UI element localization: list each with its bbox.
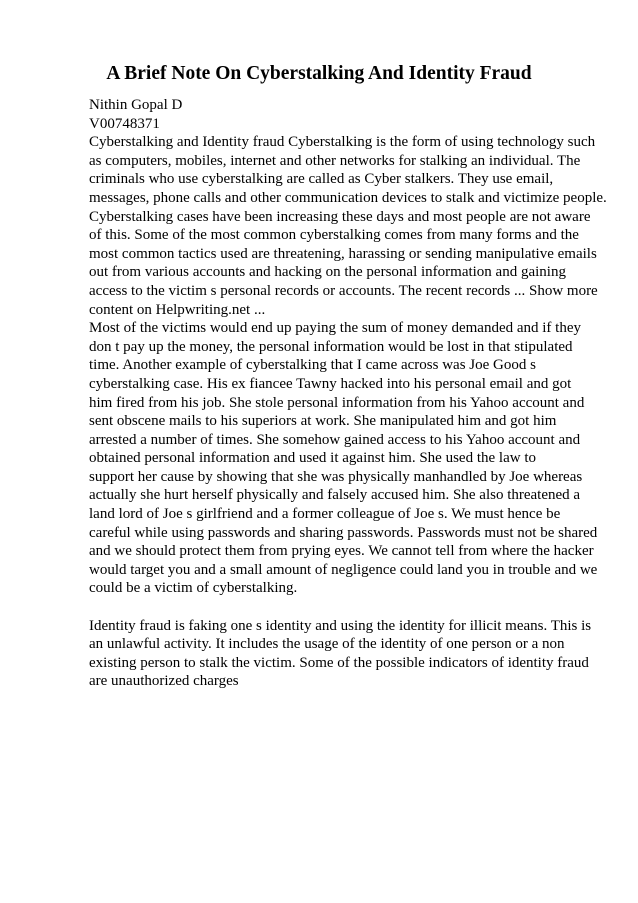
paragraph-line: sent obscene mails to his superiors at work. She manipulated him and got him xyxy=(89,413,557,430)
document-body xyxy=(89,96,609,691)
paragraph-line: most common tactics used are threatening, harassing or sending manipulative emails xyxy=(89,245,597,262)
paragraph-line: careful while using passwords and sharing passwords. Passwords must not be shared xyxy=(89,524,598,541)
paragraph-line: out from various accounts and hacking on the personal information and gaining xyxy=(89,264,566,281)
paragraph-line: time. Another example of cyberstalking that I came across was Joe Good s xyxy=(89,357,536,374)
paragraph-1 xyxy=(89,133,609,319)
document-title: A Brief Note On Cyberstalking And Identity Fraud xyxy=(106,63,532,84)
paragraph-line: criminals who use cyberstalking are called as Cyber stalkers. They use email, xyxy=(89,171,554,188)
student-id: V00748371 xyxy=(89,115,160,132)
paragraph-line: obtained personal information and used it against him. She used the law to xyxy=(89,450,536,467)
paragraph-line: messages, phone calls and other communication devices to stalk and victimize people. xyxy=(89,189,607,206)
paragraph-line: actually she hurt herself physically and falsely accused him. She also threatened a xyxy=(89,487,581,504)
paragraph-line: and we should protect them from prying eyes. We cannot tell from where the hacker xyxy=(89,543,594,560)
paragraph-line: existing person to stalk the victim. Some of the possible indicators of identity fraud xyxy=(89,654,589,671)
paragraph-line: arrested a number of times. She somehow gained access to his Yahoo account and xyxy=(89,431,581,448)
paragraph-line: Identity fraud is faking one s identity and using the identity for illicit means. This is xyxy=(89,617,592,634)
paragraph-line: cyberstalking case. His ex fiancee Tawny hacked into his personal email and got xyxy=(89,375,572,392)
paragraph-line: of this. Some of the most common cyberstalking comes from many forms and the xyxy=(89,227,579,244)
paragraph-line: access to the victim s personal records or accounts. The recent records ... Show more xyxy=(89,282,598,299)
paragraph-2 xyxy=(89,319,609,598)
paragraph-line: him fired from his job. She stole personal information from his Yahoo account and xyxy=(89,394,585,411)
author-name: Nithin Gopal D xyxy=(89,97,183,113)
paragraph-line: don t pay up the money, the personal information would be lost in that stipulated xyxy=(89,338,573,355)
paragraph-spacer xyxy=(89,598,609,617)
paragraph-line: Cyberstalking and Identity fraud Cyberstalking is the form of using technology such xyxy=(89,134,596,151)
paragraph-line: as computers, mobiles, internet and other networks for stalking an individual. The xyxy=(89,152,581,169)
paragraph-line: support her cause by showing that she was physically manhandled by Joe whereas xyxy=(89,468,583,485)
paragraph-line: Most of the victims would end up paying the sum of money demanded and if they xyxy=(89,320,581,337)
paragraph-line: an unlawful activity. It includes the usage of the identity of one person or a non xyxy=(89,636,565,653)
paragraph-line: could be a victim of cyberstalking. xyxy=(89,580,298,597)
paragraph-line: land lord of Joe s girlfriend and a former colleague of Joe s. We must hence be xyxy=(89,506,561,523)
paragraph-line: are unauthorized charges xyxy=(89,673,239,690)
paragraph-line: content on Helpwriting.net ... xyxy=(89,301,266,318)
paragraph-line: would target you and a small amount of negligence could land you in trouble and we xyxy=(89,561,598,578)
paragraph-line: Cyberstalking cases have been increasing these days and most people are not aware xyxy=(89,208,591,225)
paragraph-3 xyxy=(89,617,609,691)
